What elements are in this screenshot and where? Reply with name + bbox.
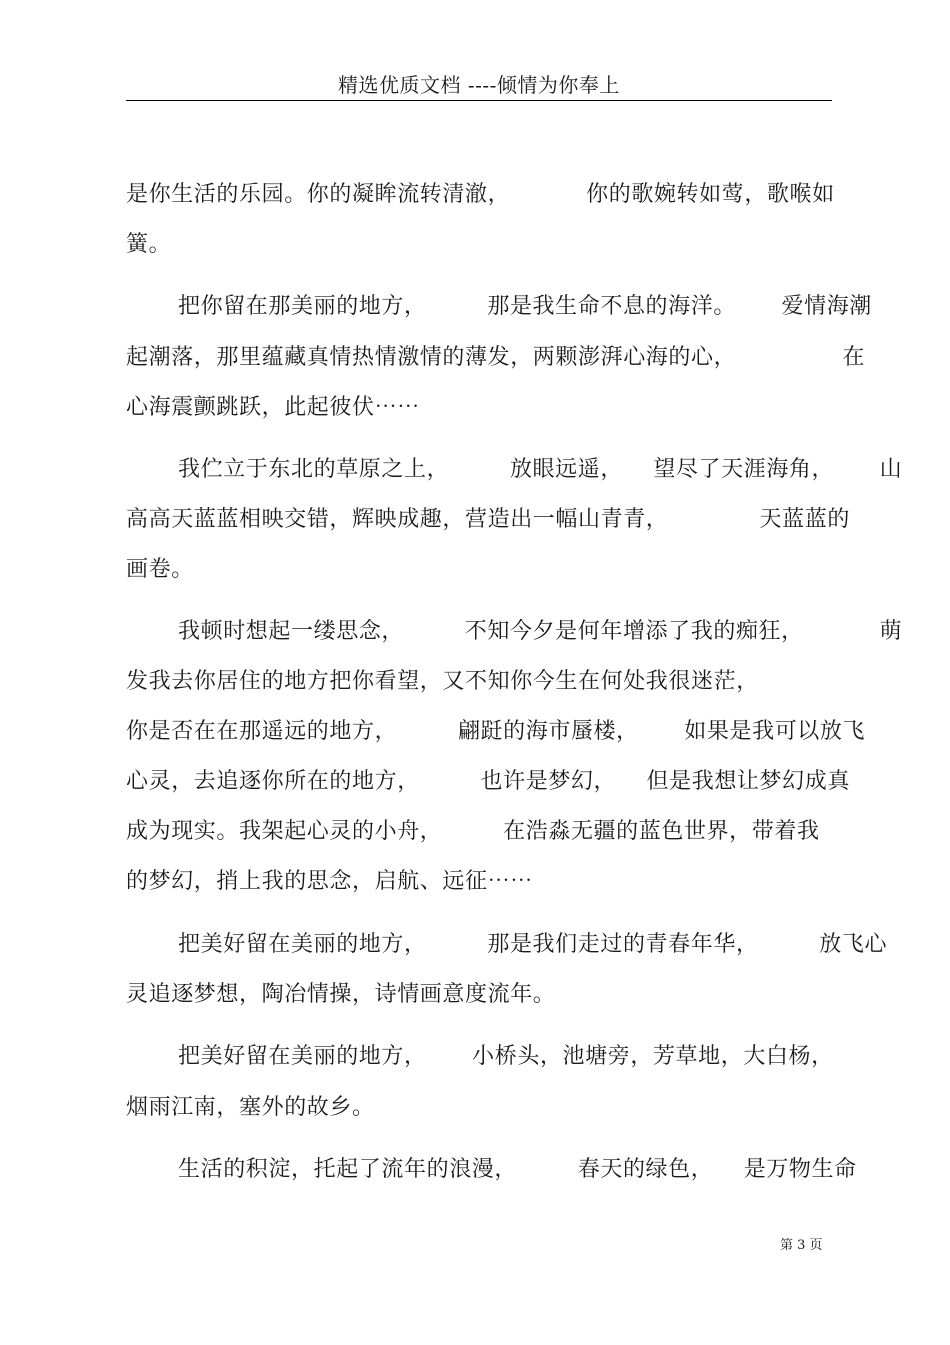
page-number: 第 3 页 (780, 1238, 823, 1253)
text-line: 高高天蓝蓝相映交错，辉映成趣，营造出一幅山青青， 天蓝蓝的 (126, 507, 850, 532)
text-line: 把美好留在美丽的地方， 那是我们走过的青春年华， 放飞心 (178, 932, 888, 957)
text-line: 生活的积淀，托起了流年的浪漫， 春天的绿色， 是万物生命 (178, 1157, 857, 1182)
text-line: 你是否在在那遥远的地方， 翩跹的海市蜃楼， 如果是我可以放飞 (126, 719, 866, 744)
text-line: 起潮落，那里蕴藏真情热情激情的薄发，两颗澎湃心海的心， 在 (126, 345, 866, 370)
text-line: 烟雨江南，塞外的故乡。 (126, 1095, 375, 1120)
text-line: 簧。 (126, 232, 172, 257)
text-line: 心灵，去追逐你所在的地方， 也许是梦幻， 但是我想让梦幻成真 (126, 769, 850, 794)
text-line: 发我去你居住的地方把你看望，又不知你今生在何处我很迷茫， (126, 669, 759, 694)
text-line: 成为现实。我架起心灵的小舟， 在浩淼无疆的蓝色世界，带着我 (126, 819, 820, 844)
text-line: 画卷。 (126, 557, 194, 582)
text-line: 把你留在那美丽的地方， 那是我生命不息的海洋。 爱情海潮 (178, 294, 872, 319)
page-header: 精选优质文档 ----倾情为你奉上 (338, 73, 620, 97)
text-line: 我顿时想起一缕思念， 不知今夕是何年增添了我的痴狂， 萌 (178, 619, 903, 644)
text-line: 灵追逐梦想，陶冶情操，诗情画意度流年。 (126, 982, 556, 1007)
text-line: 我伫立于东北的草原之上， 放眼远遥， 望尽了天涯海角， 山 (178, 457, 903, 482)
header-divider (126, 100, 832, 101)
text-line: 心海震颤跳跃，此起彼伏⋯⋯ (126, 395, 420, 420)
text-line: 是你生活的乐园。你的凝眸流转清澈， 你的歌婉转如莺，歌喉如 (126, 182, 835, 207)
text-line: 把美好留在美丽的地方， 小桥头，池塘旁，芳草地，大白杨， (178, 1044, 834, 1069)
text-line: 的梦幻，捎上我的思念，启航、远征⋯⋯ (126, 869, 533, 894)
